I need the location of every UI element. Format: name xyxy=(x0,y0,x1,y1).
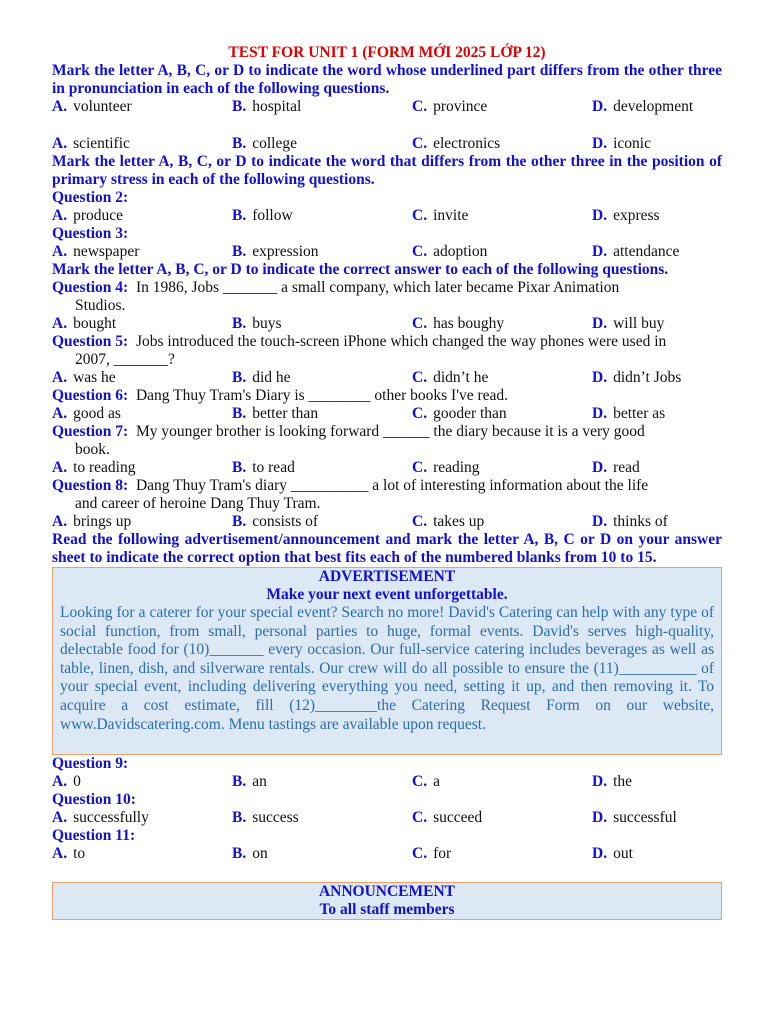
options-row xyxy=(52,207,722,225)
letter-d: D. xyxy=(592,405,608,422)
option-text: to read xyxy=(252,459,295,476)
letter-a: A. xyxy=(52,405,68,422)
letter-a: A. xyxy=(52,459,68,476)
option-d[interactable] xyxy=(592,315,664,333)
option-text: didn’t he xyxy=(433,369,489,386)
option-text: will buy xyxy=(613,315,665,332)
option-text: reading xyxy=(433,459,480,476)
letter-a: A. xyxy=(52,98,68,115)
announcement-subheading: To all staff members xyxy=(319,901,455,919)
option-d[interactable] xyxy=(592,809,677,827)
letter-d: D. xyxy=(592,207,608,224)
option-text: to reading xyxy=(73,459,136,476)
advertisement-box xyxy=(52,567,722,755)
letter-d: D. xyxy=(592,98,608,115)
option-c[interactable] xyxy=(412,773,592,791)
letter-a: A. xyxy=(52,369,68,386)
question-8 xyxy=(52,477,722,513)
option-text: college xyxy=(252,135,297,152)
option-b[interactable] xyxy=(232,315,412,333)
announcement-box xyxy=(52,882,722,920)
letter-b: B. xyxy=(232,207,247,224)
announcement-heading: ANNOUNCEMENT xyxy=(318,883,456,901)
option-text: 0 xyxy=(73,773,81,791)
option-d[interactable] xyxy=(592,135,651,153)
option-text: gooder than xyxy=(433,405,507,422)
question-text-cont: book. xyxy=(75,441,110,458)
option-text: attendance xyxy=(613,243,680,260)
option-b[interactable] xyxy=(232,513,412,531)
option-a[interactable] xyxy=(52,207,232,225)
letter-a: A. xyxy=(52,809,68,827)
option-text: follow xyxy=(252,207,293,224)
option-d[interactable] xyxy=(592,405,665,423)
options-row xyxy=(52,135,722,153)
letter-c: C. xyxy=(412,459,428,476)
question-text: In 1986, Jobs _______ a small company, which later became Pixar Animation xyxy=(135,279,620,296)
option-c[interactable] xyxy=(412,513,592,531)
letter-a: A. xyxy=(52,135,68,152)
letter-c: C. xyxy=(412,243,428,260)
options-row xyxy=(52,369,722,387)
option-text: on xyxy=(252,845,268,863)
question-label: Question 2: xyxy=(52,189,129,206)
option-a[interactable] xyxy=(52,315,232,333)
option-b[interactable] xyxy=(232,243,412,261)
options-row xyxy=(52,459,722,477)
option-a[interactable] xyxy=(52,513,232,531)
option-text: produce xyxy=(73,207,123,224)
option-b[interactable] xyxy=(232,845,412,863)
page-title: TEST FOR UNIT 1 (FORM MỚI 2025 LỚP 12) xyxy=(228,44,546,61)
option-text: expression xyxy=(252,243,319,260)
option-text: iconic xyxy=(613,135,651,152)
option-c[interactable] xyxy=(412,135,592,153)
spacer xyxy=(52,116,722,135)
letter-b: B. xyxy=(232,135,247,152)
letter-d: D. xyxy=(592,135,608,152)
option-b[interactable] xyxy=(232,405,412,423)
option-text: consists of xyxy=(252,513,319,530)
option-text: an xyxy=(252,773,267,791)
option-text: buys xyxy=(252,315,282,332)
question-label: Question 6: xyxy=(52,387,129,404)
question-label: Question 5: xyxy=(52,333,129,350)
option-text: was he xyxy=(73,369,116,386)
option-a[interactable] xyxy=(52,459,232,477)
letter-d: D. xyxy=(592,369,608,386)
option-d[interactable] xyxy=(592,845,633,863)
option-text: volunteer xyxy=(73,98,132,115)
option-text: out xyxy=(613,845,633,863)
letter-a: A. xyxy=(52,243,68,260)
question-text: Jobs introduced the touch-screen iPhone which changed the way phones were used in xyxy=(135,333,667,350)
letter-b: B. xyxy=(232,98,247,115)
options-row xyxy=(52,405,722,423)
option-text: to xyxy=(73,845,86,863)
question-4 xyxy=(52,279,722,315)
question-label: Question 7: xyxy=(52,423,129,440)
letter-a: A. xyxy=(52,207,68,224)
letter-d: D. xyxy=(592,773,608,791)
option-text: brings up xyxy=(73,513,132,530)
letter-b: B. xyxy=(232,459,247,476)
letter-b: B. xyxy=(232,513,247,530)
option-text: development xyxy=(613,98,694,115)
option-d[interactable] xyxy=(592,369,681,387)
letter-c: C. xyxy=(412,513,428,530)
section-pronunciation-instructions: Mark the letter A, B, C, or D to indicate the word whose underlined part differs from the other three in pronunciation in each of the following questions. xyxy=(52,62,722,97)
option-a[interactable] xyxy=(52,369,232,387)
option-text: successfully xyxy=(73,809,149,827)
letter-c: C. xyxy=(412,369,428,386)
option-c[interactable] xyxy=(412,845,592,863)
option-text: did he xyxy=(252,369,291,386)
option-text: succeed xyxy=(433,809,483,827)
question-text: Dang Thuy Tram's diary __________ a lot of interesting information about the life xyxy=(135,477,649,494)
advertisement-body: Looking for a caterer for your special event? Search no more! David's Catering can help with any type of social function, from small, personal parties to huge, formal events. David's serves high-quality, delectable food for (10)_______ every occasion. Our full-service catering includes beverages as well as table, linen, dish, and silverware rentals. Our crew will do all possible to ensure the (11)__________ of your special event, including delivering everything you need, setting it up, and then removing it. To acquire a cost estimate, fill (12)________the Catering Request Form on our website, www.Davidscatering.com. Menu tastings are available upon request. xyxy=(60,604,714,733)
letter-b: B. xyxy=(232,369,247,386)
question-7 xyxy=(52,423,722,459)
letter-b: B. xyxy=(232,315,247,332)
option-b[interactable] xyxy=(232,207,412,225)
question-label: Question 9: xyxy=(52,755,129,773)
question-label: Question 11: xyxy=(52,827,136,845)
option-c[interactable] xyxy=(412,207,592,225)
options-row xyxy=(52,845,722,863)
option-c[interactable] xyxy=(412,369,592,387)
options-row xyxy=(52,243,722,261)
option-text: has boughy xyxy=(433,315,505,332)
option-a[interactable] xyxy=(52,98,232,116)
options-row xyxy=(52,513,722,531)
advertisement-heading: ADVERTISEMENT xyxy=(318,568,456,585)
option-a[interactable] xyxy=(52,243,232,261)
option-text: better than xyxy=(252,405,319,422)
advertisement-subheading: Make your next event unforgettable. xyxy=(266,586,508,603)
letter-a: A. xyxy=(52,845,68,863)
question-label: Question 10: xyxy=(52,791,136,809)
letter-d: D. xyxy=(592,459,608,476)
option-c[interactable] xyxy=(412,809,592,827)
option-b[interactable] xyxy=(232,809,412,827)
letter-b: B. xyxy=(232,809,247,827)
options-row xyxy=(52,809,722,827)
letter-c: C. xyxy=(412,405,428,422)
question-text-cont: 2007, _______? xyxy=(75,351,175,368)
option-text: express xyxy=(613,207,660,224)
letter-d: D. xyxy=(592,809,608,827)
option-d[interactable] xyxy=(592,459,640,477)
option-text: good as xyxy=(73,405,121,422)
question-5 xyxy=(52,333,722,369)
option-b[interactable] xyxy=(232,369,412,387)
option-text: electronics xyxy=(433,135,501,152)
option-text: newspaper xyxy=(73,243,140,260)
option-d[interactable] xyxy=(592,243,679,261)
question-6 xyxy=(52,387,722,405)
option-d[interactable] xyxy=(592,513,668,531)
letter-c: C. xyxy=(412,135,428,152)
option-text: for xyxy=(433,845,452,863)
option-c[interactable] xyxy=(412,243,592,261)
letter-c: C. xyxy=(412,98,428,115)
option-a[interactable] xyxy=(52,845,232,863)
section-stress-instructions: Mark the letter A, B, C, or D to indicate the word that differs from the other three in the position of primary stress in each of the following questions. xyxy=(52,153,722,188)
option-a[interactable] xyxy=(52,809,232,827)
letter-b: B. xyxy=(232,773,247,791)
question-text-cont: Studios. xyxy=(75,297,126,314)
question-text: Dang Thuy Tram's Diary is ________ other books I've read. xyxy=(135,387,509,404)
section-grammar-instructions: Mark the letter A, B, C, or D to indicate the correct answer to each of the following questions. xyxy=(52,261,669,278)
option-text: better as xyxy=(613,405,666,422)
letter-a: A. xyxy=(52,773,68,791)
question-text: My younger brother is looking forward ______ the diary because it is a very good xyxy=(135,423,645,440)
letter-c: C. xyxy=(412,809,428,827)
letter-c: C. xyxy=(412,845,428,863)
letter-b: B. xyxy=(232,405,247,422)
option-c[interactable] xyxy=(412,405,592,423)
option-text: scientific xyxy=(73,135,130,152)
option-d[interactable] xyxy=(592,98,693,116)
question-label: Question 4: xyxy=(52,279,129,296)
options-row xyxy=(52,315,722,333)
option-text: thinks of xyxy=(613,513,668,530)
option-c[interactable] xyxy=(412,98,592,116)
option-a[interactable] xyxy=(52,135,232,153)
option-a[interactable] xyxy=(52,405,232,423)
option-text: bought xyxy=(73,315,117,332)
option-b[interactable] xyxy=(232,135,412,153)
letter-d: D. xyxy=(592,243,608,260)
option-b[interactable] xyxy=(232,773,412,791)
letter-d: D. xyxy=(592,513,608,530)
option-text: success xyxy=(252,809,299,827)
option-text: province xyxy=(433,98,488,115)
section-reading-instructions: Read the following advertisement/announcement and mark the letter A, B, C or D on your answer sheet to indicate the correct option that best fits each of the numbered blanks from 10 to 15. xyxy=(52,531,722,566)
option-text: adoption xyxy=(433,243,488,260)
letter-b: B. xyxy=(232,243,247,260)
option-text: a xyxy=(433,773,440,791)
spacer xyxy=(52,863,722,882)
option-text: successful xyxy=(613,809,677,827)
option-b[interactable] xyxy=(232,459,412,477)
letter-d: D. xyxy=(592,315,608,332)
question-label: Question 3: xyxy=(52,225,129,242)
option-text: takes up xyxy=(433,513,485,530)
letter-b: B. xyxy=(232,845,247,863)
option-c[interactable] xyxy=(412,459,592,477)
letter-d: D. xyxy=(592,845,608,863)
letter-c: C. xyxy=(412,207,428,224)
option-d[interactable] xyxy=(592,773,632,791)
option-text: read xyxy=(613,459,640,476)
letter-c: C. xyxy=(412,315,428,332)
option-text: invite xyxy=(433,207,469,224)
option-b[interactable] xyxy=(232,98,412,116)
option-a[interactable] xyxy=(52,773,232,791)
question-text-cont: and career of heroine Dang Thuy Tram. xyxy=(75,495,321,512)
option-c[interactable] xyxy=(412,315,592,333)
letter-a: A. xyxy=(52,513,68,530)
option-text: didn’t Jobs xyxy=(613,369,682,386)
letter-a: A. xyxy=(52,315,68,332)
options-row xyxy=(52,98,722,116)
option-text: the xyxy=(613,773,633,791)
option-d[interactable] xyxy=(592,207,660,225)
letter-c: C. xyxy=(412,773,428,791)
option-text: hospital xyxy=(252,98,302,115)
options-row xyxy=(52,773,722,791)
question-label: Question 8: xyxy=(52,477,129,494)
